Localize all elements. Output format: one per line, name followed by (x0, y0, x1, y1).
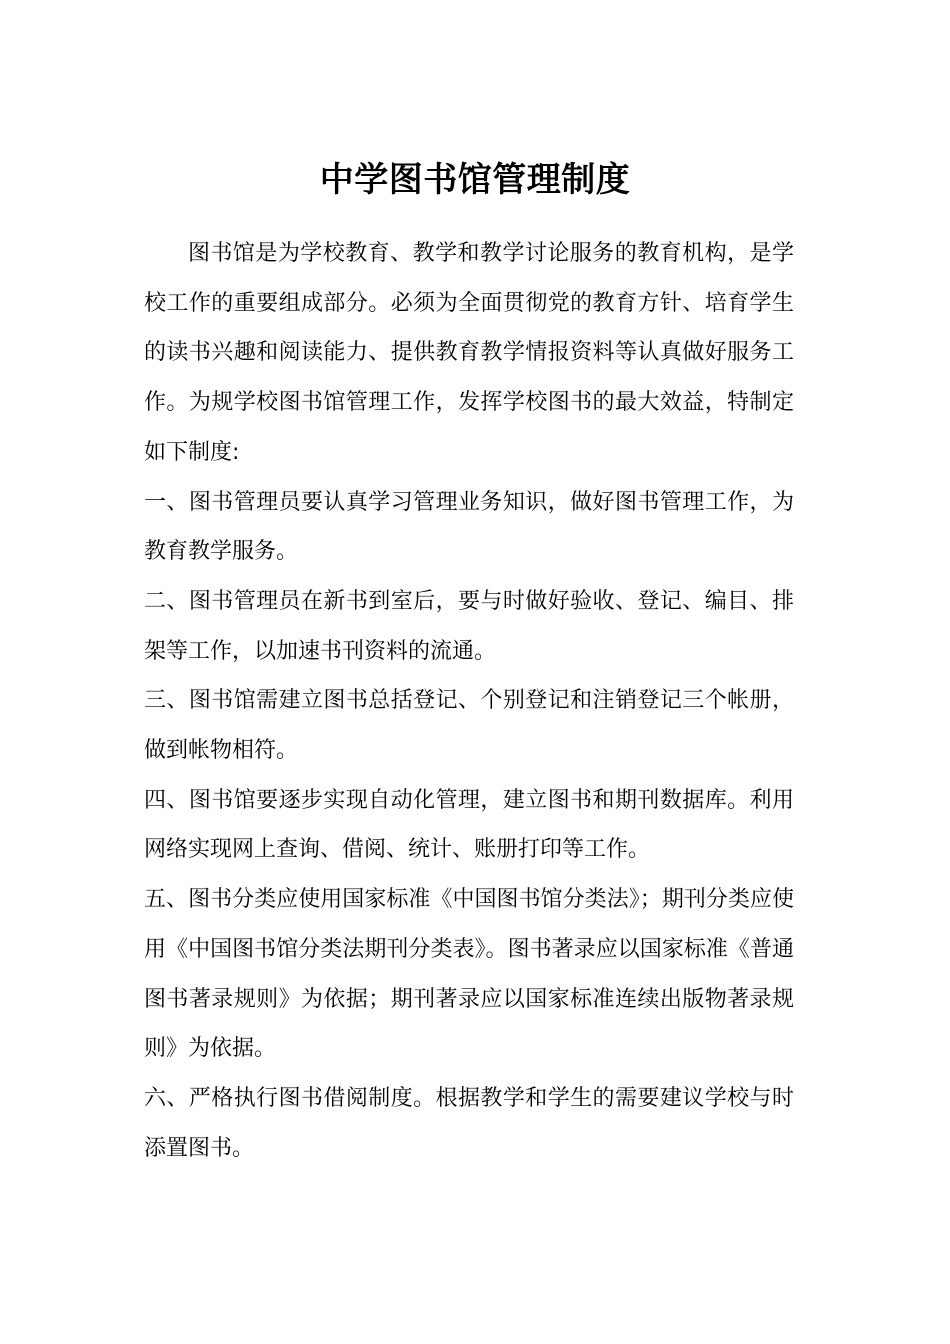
intro-paragraph: 图书馆是为学校教育、教学和教学讨论服务的教育机构，是学校工作的重要组成部分。必须为全面贯彻党的教育方针、培育学生的读书兴趣和阅读能力、提供教育教学情报资料等认真做好服务工作。为规学校图书馆管理工作，发挥学校图书的最大效益，特制定如下制度: (144, 241, 794, 465)
rule-item-1: 一、图书管理员要认真学习管理业务知识，做好图书管理工作，为教育教学服务。 (144, 489, 794, 565)
rule-item-5: 五、图书分类应使用国家标准《中国图书馆分类法》；期刊分类应使用《中国图书馆分类法期刊分类表》。图书著录应以国家标准《普通图书著录规则》为依据；期刊著录应以国家标准连续出版物著录规则》为依据。 (144, 887, 794, 1062)
document-title: 中学图书馆管理制度 (319, 160, 631, 200)
rule-item-6: 六、严格执行图书借阅制度。根据教学和学生的需要建议学校与时添置图书。 (144, 1085, 794, 1161)
rule-item-3: 三、图书馆需建立图书总括登记、个别登记和注销登记三个帐册，做到帐物相符。 (144, 688, 794, 764)
rule-item-2: 二、图书管理员在新书到室后，要与时做好验收、登记、编目、排架等工作，以加速书刊资料的流通。 (144, 588, 794, 664)
rule-item-4: 四、图书馆要逐步实现自动化管理，建立图书和期刊数据库。利用网络实现网上查询、借阅、统计、账册打印等工作。 (144, 787, 794, 863)
document-body (144, 229, 794, 1173)
